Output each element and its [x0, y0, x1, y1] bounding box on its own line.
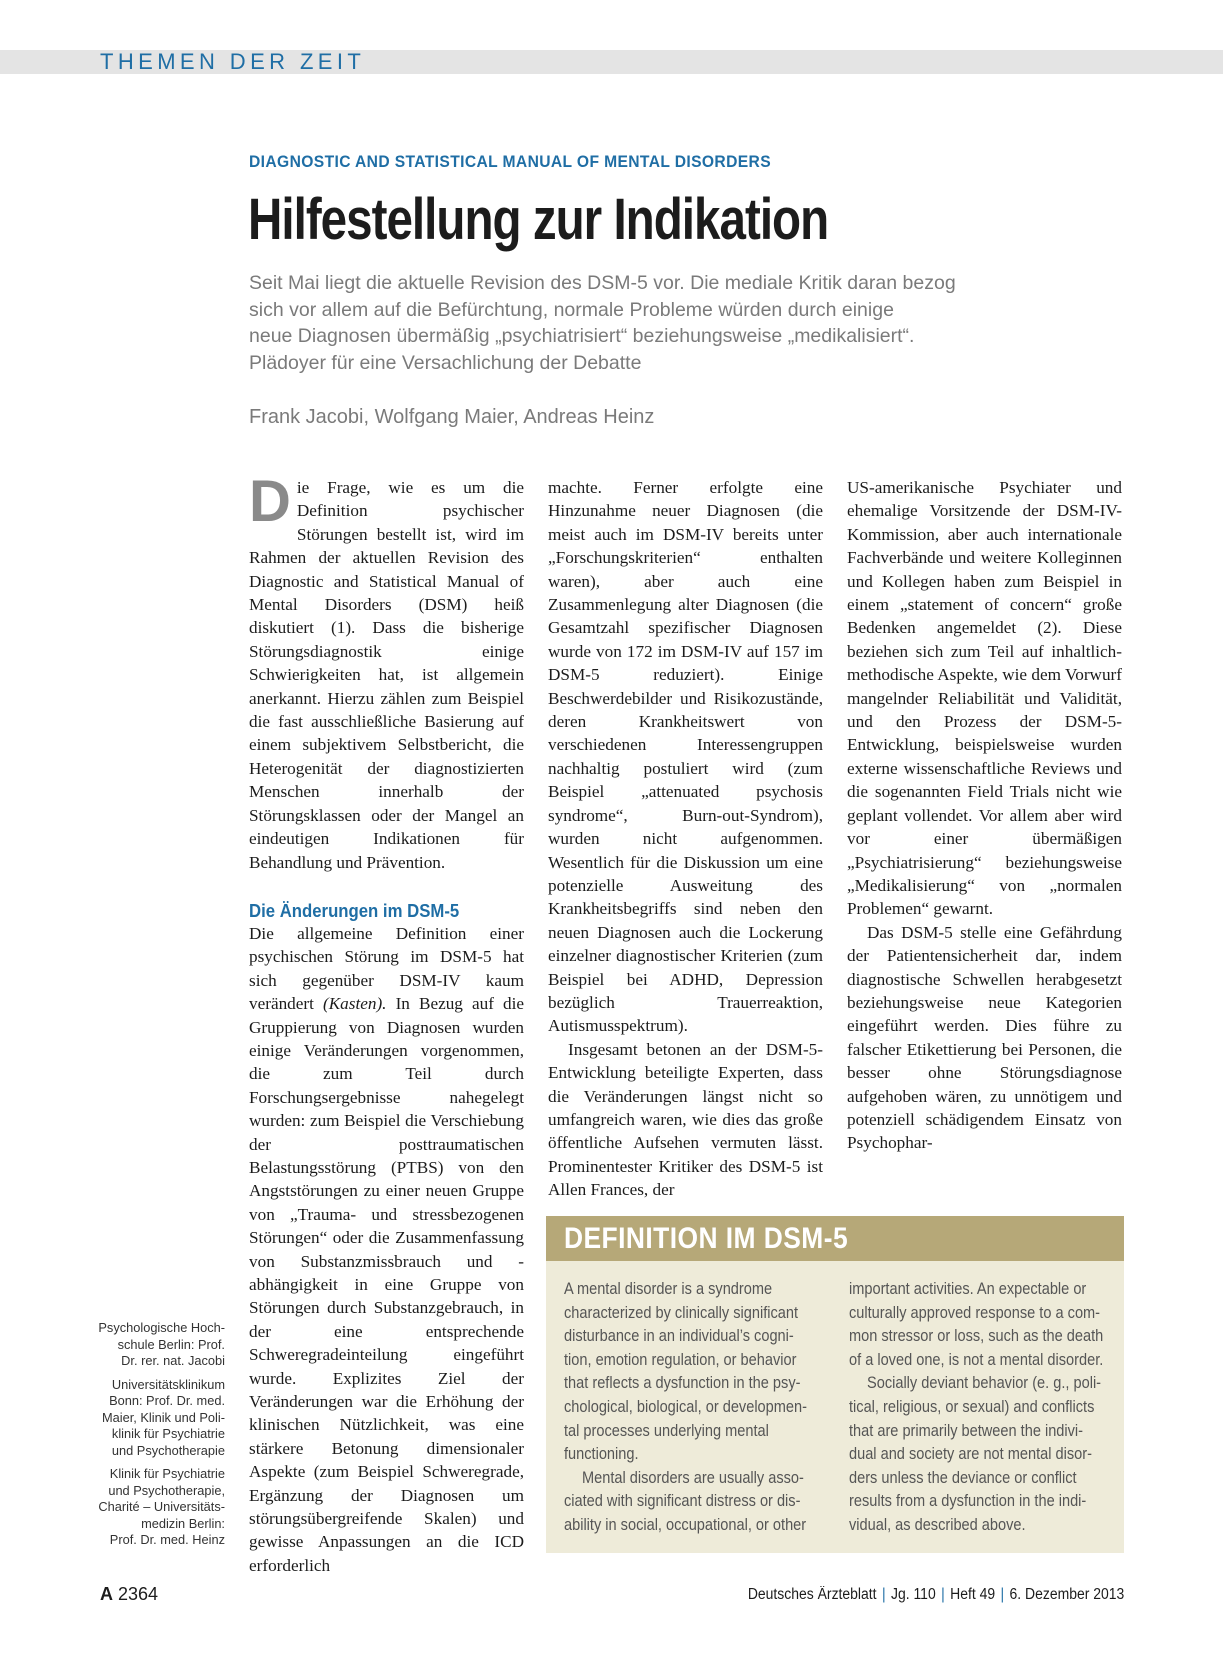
affiliation — [75, 1377, 225, 1460]
author-affiliations — [75, 1320, 225, 1556]
box-paragraph — [849, 1278, 1119, 1372]
box-line: functioning. — [564, 1445, 639, 1464]
lead-line: Seit Mai liegt die aktuelle Revision des DSM-5 vor. Die mediale Kritik daran bezog — [249, 272, 956, 294]
box-paragraph — [564, 1467, 834, 1538]
box-line: ciated with significant distress or dis- — [564, 1492, 801, 1511]
affiliation-line: Maier, Klinik und Poli- — [101, 1409, 225, 1425]
definition-box-column-1 — [564, 1278, 834, 1538]
box-line: important activities. An expectable or — [849, 1280, 1087, 1298]
box-paragraph — [564, 1278, 834, 1467]
box-line: culturally approved response to a com- — [849, 1303, 1101, 1322]
body-paragraph: Insgesamt betonen an der DSM-5-Entwicklung beteiligte Experten, dass die Veränderungen längst nicht so umfangreich waren, wie dies das große öffentliche Aufsehen vermuten lässt. Prominentester Kritiker des DSM-5 ist Allen Frances, der — [548, 1039, 823, 1200]
paragraph-text: In Bezug auf die Gruppierung von Diagnosen wurden einige Veränderungen vorgenommen, die zum Teil durch Forschungsergebnisse nahegelegt wurden: zum Beispiel die Verschiebung der posttraumatischen Belastungsstörung (PTBS) von den Angststörungen zu einer neuen Gruppe von „Trauma- und stressbezogenen Störungen“ oder die Zusammenfassung von Substanzmissbrauch und -abhängigkeit in eine Gruppe von Störungen durch Substanzgebrauch, in der eine entsprechende Schweregradeinteilung eingeführt wurde. Explizites Ziel der Veränderungen war die Erhöhung der klinischen Nützlichkeit, was eine stärkere Betonung dimensionaler Aspekte (zum Beispiel Schweregrade, Ergänzung der Diagnosen um störungsübergreifende Skalen) und gewisse Anpassungen an die ICD erforderlich — [249, 994, 525, 1575]
affiliation — [75, 1320, 225, 1370]
lead-paragraph — [249, 270, 1223, 376]
journal-name: Deutsches Ärzteblatt — [747, 1586, 877, 1603]
box-line: that reflects a dysfunction in the psy- — [564, 1374, 801, 1393]
box-line: ability in social, occupational, or other — [564, 1515, 807, 1534]
lead-line: Plädoyer für eine Versachlichung der Debatte — [249, 351, 642, 374]
box-line: A mental disorder is a syndrome — [564, 1280, 773, 1298]
page-number — [100, 1584, 158, 1605]
box-line: vidual, as described above. — [849, 1515, 1026, 1534]
affiliation-line: Dr. rer. nat. Jacobi — [121, 1353, 225, 1368]
section-label: THEMEN DER ZEIT — [100, 49, 366, 74]
affiliation-line: und Psychotherapie — [111, 1442, 225, 1458]
box-line: ders unless the deviance or conflict — [849, 1468, 1077, 1487]
box-paragraph — [849, 1372, 1119, 1537]
box-line: tal processes underlying mental — [564, 1421, 769, 1440]
kicker: DIAGNOSTIC AND STATISTICAL MANUAL OF MENTAL DISORDERS — [249, 152, 772, 171]
journal-footer — [748, 1586, 1124, 1604]
box-line: characterized by clinically significant — [564, 1303, 799, 1322]
body-paragraph: machte. Ferner erfolgte eine Hinzunahme neuer Diagnosen (die meist auch im DSM-IV bereits unter „Forschungskriterien“ enthalten waren), aber auch eine Zusammenlegung alter Diagnosen (die Gesamtzahl spezifischer Diagnosen wurde von 172 im DSM-IV auf 157 im DSM-5 reduziert). Einige Beschwerdebilder und Risikozustände, deren Krankheitswert von verschiedenen Interessengruppen nachhaltig postuliert wird (zum Beispiel „attenuated psychosis syndrome“, Burn-out-Syndrom), wurden nicht aufgenommen. Wesentlich für die Diskussion um eine potenzielle Ausweitung des Krankheitsbegriffs sind neben den neuen Diagnosen auch die Lockerung einzelner diagnostischer Kriterien (zum Beispiel bei ADHD, Depression bezüglich Trauerreaktion, Autismusspektrum). — [548, 478, 823, 1036]
footer-separator: | — [940, 1586, 945, 1603]
paragraph-text: Die allgemeine Definition einer psychischen Störung im DSM-5 hat sich gegenüber DSM-IV kaum verändert — [249, 923, 524, 1014]
box-reference: (Kasten). — [322, 994, 387, 1014]
body-column-2 — [548, 476, 823, 1202]
lead-line: sich vor allem auf die Befürchtung, normale Probleme würden durch einige — [249, 298, 894, 321]
box-line: Mental disorders are usually asso- — [582, 1468, 804, 1487]
affiliation-line: klinik für Psychiatrie — [111, 1426, 225, 1441]
affiliation-line: schule Berlin: Prof. — [117, 1336, 225, 1352]
box-line: chological, biological, or developmen- — [564, 1397, 807, 1416]
body-paragraph — [249, 469, 524, 874]
body-column-3 — [847, 476, 1122, 1155]
journal-date: 6. Dezember 2013 — [1009, 1586, 1124, 1603]
affiliation-line: medizin Berlin: — [141, 1515, 225, 1531]
page-prefix: A — [100, 1584, 113, 1604]
box-line: results from a dysfunction in the indi- — [849, 1492, 1087, 1511]
box-line: tical, religious, or sexual) and conflicts — [849, 1397, 1095, 1416]
affiliation-line: Bonn: Prof. Dr. med. — [109, 1393, 225, 1408]
definition-box-column-2 — [849, 1278, 1119, 1538]
affiliation-line: Klinik für Psychiatrie — [109, 1466, 225, 1481]
drop-cap: D — [249, 469, 291, 534]
box-line: dual and society are not mental disor- — [849, 1445, 1092, 1464]
journal-issue: Heft 49 — [949, 1586, 995, 1603]
box-line: of a loved one, is not a mental disorder. — [849, 1350, 1104, 1369]
journal-volume: Jg. 110 — [890, 1586, 936, 1603]
affiliation-line: und Psychotherapie, — [108, 1482, 225, 1498]
paragraph-text: ie Frage, wie es um die Definition psychischer Störungen bestellt ist, wird im Rahmen der aktuellen Revision des Diagnostic and Statistical Manual of Mental Disorders (DSM) heiß diskutiert (1). Dass die bisherige Störungsdiagnostik einige Schwierigkeiten hat, ist allgemein anerkannt. Hierzu zählen zum Beispiel die fast ausschließliche Basierung auf einem subjektivem Selbstbericht, die Heterogenität der diagnostizierten Menschen innerhalb der Störungsklassen oder der Mangel an eindeutigen Indikationen für Behandlung und Prävention. — [249, 478, 524, 872]
affiliation-line: Universitätsklinikum — [111, 1376, 225, 1392]
headline: Hilfestellung zur Indikation — [248, 187, 829, 252]
body-paragraph: US-amerikanische Psychiater und ehemalige Vorsitzende der DSM-IV-Kommission, aber auch internationale Fachverbände und weitere Kolleginnen und Kollegen haben zum Beispiel in einem „statement of concern“ große Bedenken angemeldet (2). Diese beziehen sich zum Teil auf inhaltlich-methodische Aspekte, wie dem Vorwurf mangelnder Reliabilität und Validität, und den Prozess der DSM-5-Entwicklung, beispielsweise wurden externe wissenschaftliche Reviews und die sogenannten Field Trials nicht wie geplant vollendet. Vor allem aber wird vor einer übermäßigen „Psychiatrisierung“ beziehungsweise „Medikalisierung“ von „normalen Problemen“ gewarnt. — [847, 478, 1122, 919]
affiliation-line: Psychologische Hoch- — [98, 1320, 225, 1335]
page-number-value: 2364 — [118, 1584, 159, 1604]
box-line: that are primarily between the indivi- — [849, 1421, 1084, 1440]
body-column-1 — [249, 469, 525, 1577]
definition-box-title: DEFINITION IM DSM-5 — [564, 1222, 849, 1255]
footer-separator: | — [1000, 1586, 1004, 1603]
body-paragraph — [249, 922, 524, 1577]
authors: Frank Jacobi, Wolfgang Maier, Andreas Heinz — [249, 406, 655, 428]
box-line: tion, emotion regulation, or behavior — [564, 1350, 797, 1369]
affiliation-line: Charité – Universitäts- — [98, 1499, 225, 1514]
body-paragraph: Das DSM-5 stelle eine Gefährdung der Patientensicherheit dar, indem diagnostische Schwellen herabgesetzt beziehungsweise neue Kategorien eingeführt werden. Dies führe zu falscher Etikettierung bei Personen, die besser ohne Störungsdiagnose aufgehoben wären, zu unnötigem und potenziell schädigendem Einsatz von Psychophar- — [847, 922, 1122, 1153]
box-line: disturbance in an individual’s cogni- — [564, 1327, 794, 1346]
lead-line: neue Diagnosen übermäßig „psychiatrisiert“ beziehungsweise „medikalisiert“. — [249, 325, 915, 347]
affiliation-line: Prof. Dr. med. Heinz — [109, 1532, 225, 1547]
footer-separator: | — [881, 1586, 886, 1603]
affiliation — [75, 1466, 225, 1549]
box-line: Socially deviant behavior (e. g., poli- — [867, 1374, 1102, 1393]
subheading: Die Änderungen im DSM-5 — [249, 900, 460, 921]
box-line: mon stressor or loss, such as the death — [849, 1327, 1104, 1346]
